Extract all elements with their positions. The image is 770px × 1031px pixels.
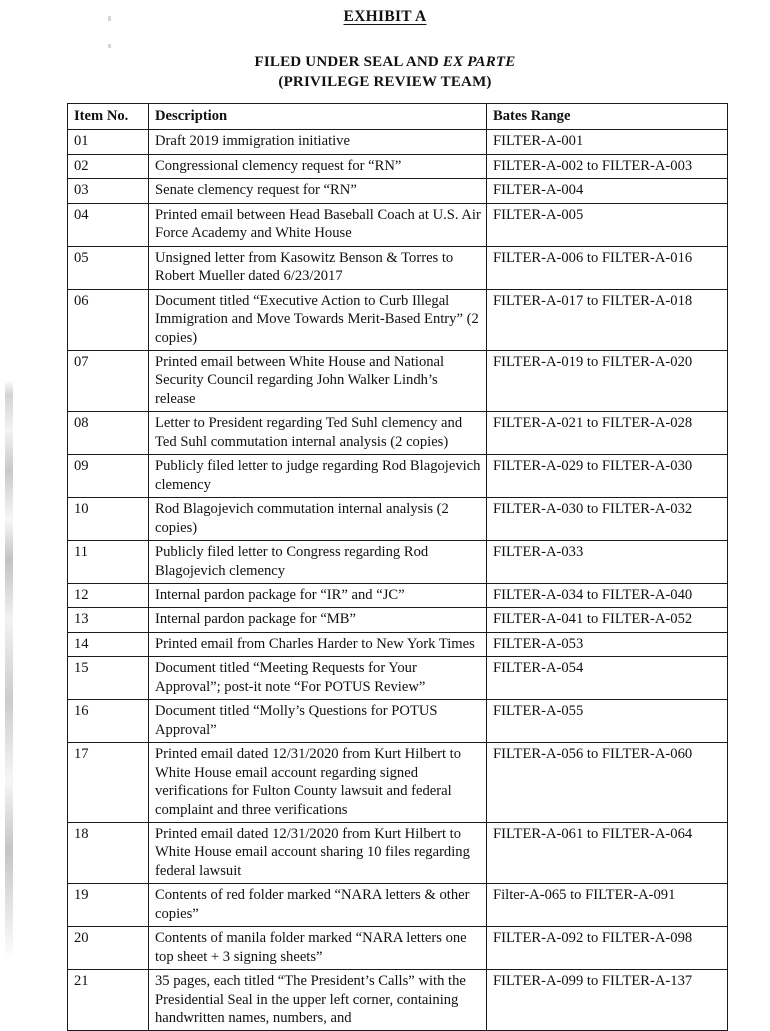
cell-item-no: 18 <box>68 822 149 883</box>
cell-description: Document titled “Meeting Requests for Your Approval”; post-it note “For POTUS Review” <box>149 657 487 700</box>
cell-bates-range: FILTER-A-001 <box>487 130 728 154</box>
table-row <box>68 700 728 743</box>
cell-bates-range: FILTER-A-041 to FILTER-A-052 <box>487 608 728 632</box>
filing-subtitle-ex-parte: EX PARTE <box>442 54 516 70</box>
inventory-table-container <box>67 103 727 1031</box>
cell-bates-range: FILTER-A-033 <box>487 541 728 584</box>
cell-bates-range: FILTER-A-006 to FILTER-A-016 <box>487 246 728 289</box>
cell-item-no: 14 <box>68 632 149 656</box>
cell-description: Contents of manila folder marked “NARA letters one top sheet + 3 signing sheets” <box>149 927 487 970</box>
table-row <box>68 970 728 1031</box>
column-header-item-no: Item No. <box>68 104 149 130</box>
table-row <box>68 203 728 246</box>
table-row <box>68 884 728 927</box>
cell-item-no: 10 <box>68 498 149 541</box>
cell-description: Internal pardon package for “IR” and “JC” <box>149 583 487 607</box>
cell-item-no: 01 <box>68 130 149 154</box>
table-header <box>68 104 728 130</box>
filing-subtitle-line-1 <box>0 53 770 73</box>
cell-item-no: 20 <box>68 927 149 970</box>
cell-description: Letter to President regarding Ted Suhl clemency and Ted Suhl commutation internal analysis (2 copies) <box>149 412 487 455</box>
cell-description: Congressional clemency request for “RN” <box>149 154 487 178</box>
table-row <box>68 743 728 823</box>
table-row <box>68 350 728 411</box>
cell-bates-range: FILTER-A-053 <box>487 632 728 656</box>
cell-item-no: 09 <box>68 455 149 498</box>
table-row <box>68 608 728 632</box>
cell-item-no: 12 <box>68 583 149 607</box>
cell-bates-range: FILTER-A-029 to FILTER-A-030 <box>487 455 728 498</box>
cell-description: Document titled “Molly’s Questions for POTUS Approval” <box>149 700 487 743</box>
cell-bates-range: FILTER-A-021 to FILTER-A-028 <box>487 412 728 455</box>
table-row <box>68 246 728 289</box>
cell-item-no: 04 <box>68 203 149 246</box>
column-header-description: Description <box>149 104 487 130</box>
cell-bates-range: FILTER-A-019 to FILTER-A-020 <box>487 350 728 411</box>
table-body <box>68 130 728 1031</box>
cell-bates-range: FILTER-A-002 to FILTER-A-003 <box>487 154 728 178</box>
table-row <box>68 130 728 154</box>
cell-description: Draft 2019 immigration initiative <box>149 130 487 154</box>
table-header-row <box>68 104 728 130</box>
cell-description: Printed email from Charles Harder to New York Times <box>149 632 487 656</box>
filing-subtitle-prefix: FILED UNDER SEAL AND <box>254 54 443 70</box>
table-row <box>68 179 728 203</box>
cell-description: Internal pardon package for “MB” <box>149 608 487 632</box>
cell-bates-range: FILTER-A-055 <box>487 700 728 743</box>
table-row <box>68 412 728 455</box>
cell-bates-range: FILTER-A-054 <box>487 657 728 700</box>
table-row <box>68 583 728 607</box>
cell-item-no: 16 <box>68 700 149 743</box>
cell-bates-range: FILTER-A-004 <box>487 179 728 203</box>
cell-item-no: 21 <box>68 970 149 1031</box>
table-row <box>68 657 728 700</box>
table-row <box>68 154 728 178</box>
cell-description: Rod Blagojevich commutation internal analysis (2 copies) <box>149 498 487 541</box>
table-row <box>68 498 728 541</box>
filing-subtitle-line-2: (PRIVILEGE REVIEW TEAM) <box>278 73 492 90</box>
filing-subtitle <box>0 53 770 93</box>
table-row <box>68 632 728 656</box>
table-row <box>68 927 728 970</box>
table-row <box>68 541 728 584</box>
cell-bates-range: FILTER-A-030 to FILTER-A-032 <box>487 498 728 541</box>
cell-description: Publicly filed letter to judge regarding Rod Blagojevich clemency <box>149 455 487 498</box>
table-row <box>68 289 728 350</box>
cell-description: Printed email dated 12/31/2020 from Kurt Hilbert to White House email account sharing 10 files regarding federal lawsuit <box>149 822 487 883</box>
cell-bates-range: FILTER-A-005 <box>487 203 728 246</box>
cell-item-no: 19 <box>68 884 149 927</box>
cell-bates-range: FILTER-A-099 to FILTER-A-137 <box>487 970 728 1031</box>
cell-description: Printed email between White House and National Security Council regarding John Walker Lindh’s release <box>149 350 487 411</box>
cell-bates-range: Filter-A-065 to FILTER-A-091 <box>487 884 728 927</box>
cell-description: 35 pages, each titled “The President’s Calls” with the Presidential Seal in the upper left corner, containing handwritten names, numbers, and <box>149 970 487 1031</box>
cell-description: Document titled “Executive Action to Curb Illegal Immigration and Move Towards Merit-Based Entry” (2 copies) <box>149 289 487 350</box>
cell-description: Printed email between Head Baseball Coach at U.S. Air Force Academy and White House <box>149 203 487 246</box>
cell-description: Printed email dated 12/31/2020 from Kurt Hilbert to White House email account regarding signed verifications for Fulton County lawsuit and federal complaint and three verifications <box>149 743 487 823</box>
cell-bates-range: FILTER-A-092 to FILTER-A-098 <box>487 927 728 970</box>
cell-item-no: 11 <box>68 541 149 584</box>
cell-description: Publicly filed letter to Congress regarding Rod Blagojevich clemency <box>149 541 487 584</box>
cell-bates-range: FILTER-A-056 to FILTER-A-060 <box>487 743 728 823</box>
cell-description: Unsigned letter from Kasowitz Benson & Torres to Robert Mueller dated 6/23/2017 <box>149 246 487 289</box>
table-row <box>68 822 728 883</box>
document-header <box>0 0 770 93</box>
cell-bates-range: FILTER-A-061 to FILTER-A-064 <box>487 822 728 883</box>
cell-bates-range: FILTER-A-017 to FILTER-A-018 <box>487 289 728 350</box>
cell-item-no: 13 <box>68 608 149 632</box>
exhibit-title: EXHIBIT A <box>343 8 427 25</box>
cell-item-no: 08 <box>68 412 149 455</box>
cell-item-no: 02 <box>68 154 149 178</box>
cell-item-no: 03 <box>68 179 149 203</box>
inventory-table <box>67 103 728 1031</box>
cell-bates-range: FILTER-A-034 to FILTER-A-040 <box>487 583 728 607</box>
cell-description: Contents of red folder marked “NARA letters & other copies” <box>149 884 487 927</box>
cell-item-no: 15 <box>68 657 149 700</box>
cell-item-no: 17 <box>68 743 149 823</box>
cell-description: Senate clemency request for “RN” <box>149 179 487 203</box>
table-row <box>68 455 728 498</box>
scan-artifact-streak <box>5 0 13 1024</box>
column-header-bates-range: Bates Range <box>487 104 728 130</box>
cell-item-no: 07 <box>68 350 149 411</box>
cell-item-no: 05 <box>68 246 149 289</box>
cell-item-no: 06 <box>68 289 149 350</box>
